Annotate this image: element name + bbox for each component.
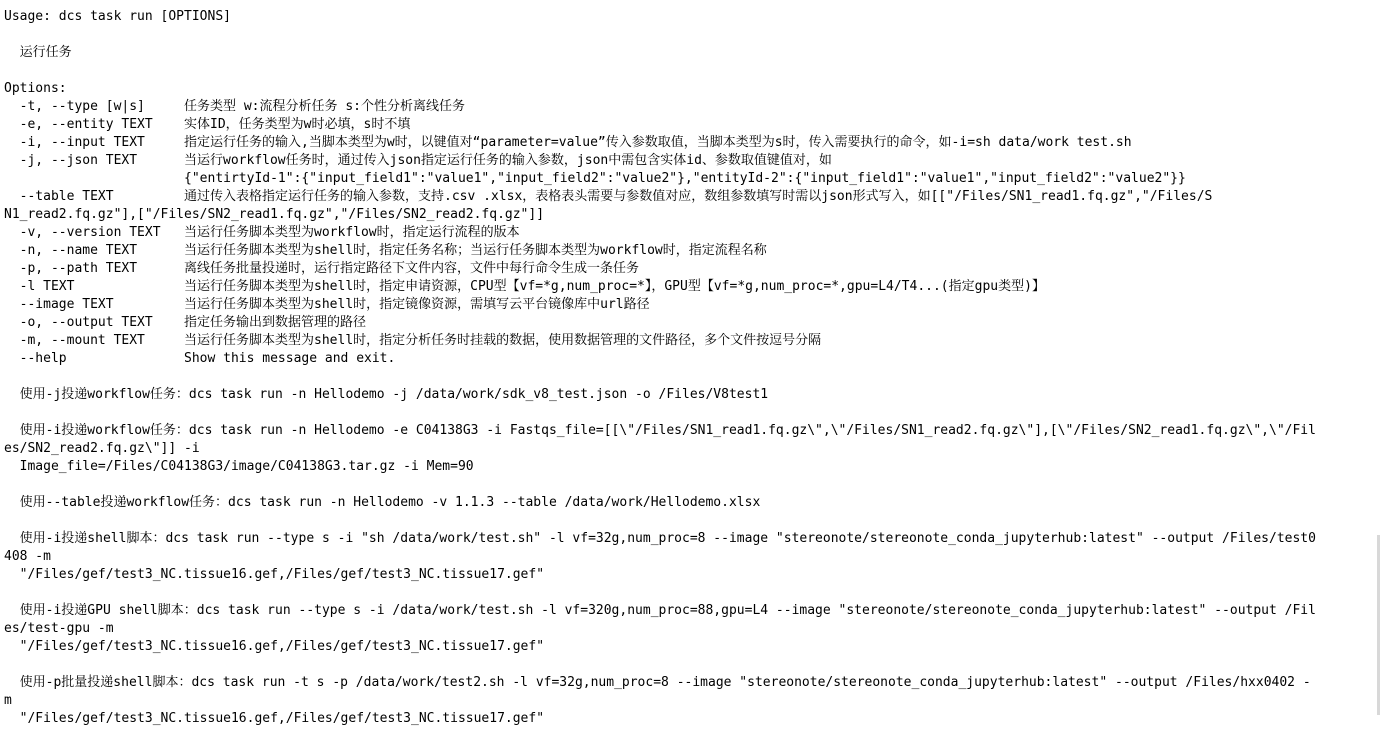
terminal-line: -i, --input TEXT 指定运行任务的输入,当脚本类型为w时，以键值对“parameter=value”传入参数取值，当脚本类型为s时，传入需要执行的命令，如-i=sh data/work test.sh [4, 135, 1132, 150]
terminal-line [4, 26, 1374, 44]
terminal-line [4, 404, 1374, 422]
terminal-line [4, 656, 1374, 674]
terminal-line: --table TEXT 通过传入表格指定运行任务的输入参数，支持.csv .xlsx，表格表头需要与参数值对应，数组参数填写时需以json形式写入，如[["/Files/SN1_read1.fq.gz","/Files/S [4, 189, 1213, 204]
terminal-line: -o, --output TEXT 指定任务输出到数据管理的路径 [4, 315, 367, 330]
terminal-line [4, 476, 1374, 494]
terminal-output [4, 8, 1374, 728]
terminal-line: 使用-i投递shell脚本：dcs task run --type s -i "sh /data/work/test.sh" -l vf=32g,num_proc=8 --image "stereonote/stereonote_conda_jupyterhub:latest" --output /Files/test0 [4, 531, 1316, 546]
terminal-line: 运行任务 [4, 45, 72, 60]
terminal-line: -v, --version TEXT 当运行任务脚本类型为workflow时，指定运行流程的版本 [4, 225, 520, 240]
terminal-line: 408 -m [4, 549, 51, 564]
terminal-line: -l TEXT 当运行任务脚本类型为shell时，指定申请资源，CPU型【vf=*g,num_proc=*】，GPU型【vf=*g,num_proc=*,gpu=L4/T4...(指定gpu类型)】 [4, 279, 1045, 294]
terminal-line: -m, --mount TEXT 当运行任务脚本类型为shell时，指定分析任务时挂载的数据，使用数据管理的文件路径，多个文件按逗号分隔 [4, 333, 822, 348]
terminal-line: 使用--table投递workflow任务：dcs task run -n Hellodemo -v 1.1.3 --table /data/work/Hellodemo.xlsx [4, 495, 761, 510]
terminal-line: -p, --path TEXT 离线任务批量投递时，运行指定路径下文件内容，文件中每行命令生成一条任务 [4, 261, 640, 276]
terminal-line: "/Files/gef/test3_NC.tissue16.gef,/Files/gef/test3_NC.tissue17.gef" [4, 711, 545, 726]
terminal-line: --help Show this message and exit. [4, 351, 396, 366]
terminal-line [4, 368, 1374, 386]
terminal-line: "/Files/gef/test3_NC.tissue16.gef,/Files/gef/test3_NC.tissue17.gef" [4, 567, 545, 582]
terminal-line: N1_read2.fq.gz"],["/Files/SN2_read1.fq.gz","/Files/SN2_read2.fq.gz"]] [4, 207, 545, 222]
terminal-line: "/Files/gef/test3_NC.tissue16.gef,/Files/gef/test3_NC.tissue17.gef" [4, 639, 545, 654]
terminal-line: {"entirtyId-1":{"input_field1":"value1","input_field2":"value2"},"entityId-2":{"input_field1":"value1","input_field2":"value2"}} [4, 171, 1186, 186]
terminal-line: --image TEXT 当运行任务脚本类型为shell时，指定镜像资源，需填写云平台镜像库中url路径 [4, 297, 650, 312]
terminal-line: es/SN2_read2.fq.gz\"]] -i [4, 441, 200, 456]
terminal-line: 使用-p批量投递shell脚本：dcs task run -t s -p /data/work/test2.sh -l vf=32g,num_proc=8 --image "stereonote/stereonote_conda_jupyterhub:latest" --output /Files/hxx0402 - [4, 675, 1311, 690]
terminal-line: Options: [4, 81, 67, 96]
terminal-line [4, 584, 1374, 602]
terminal-line: m [4, 693, 12, 708]
terminal-line: -n, --name TEXT 当运行任务脚本类型为shell时，指定任务名称；当运行任务脚本类型为workflow时，指定流程名称 [4, 243, 767, 258]
terminal-line: 使用-i投递workflow任务：dcs task run -n Hellodemo -e C04138G3 -i Fastqs_file=[[\"/Files/SN1_read1.fq.gz\",\"/Files/SN1_read2.fq.gz\"],[\"/Files/SN2_read1.fq.gz\",\"/Fil [4, 423, 1316, 438]
terminal-line: Image_file=/Files/C04138G3/image/C04138G3.tar.gz -i Mem=90 [4, 459, 474, 474]
terminal-line: -j, --json TEXT 当运行workflow任务时，通过传入json指定运行任务的输入参数，json中需包含实体id、参数取值键值对，如 [4, 153, 832, 168]
terminal-line: -e, --entity TEXT 实体ID，任务类型为w时必填，s时不填 [4, 117, 411, 132]
terminal-line: es/test-gpu -m [4, 621, 114, 636]
terminal-line [4, 62, 1374, 80]
terminal-line [4, 512, 1374, 530]
terminal-line: 使用-j投递workflow任务：dcs task run -n Hellodemo -j /data/work/sdk_v8_test.json -o /Files/V8test1 [4, 387, 769, 402]
terminal-line: Usage: dcs task run [OPTIONS] [4, 9, 231, 24]
terminal-line: -t, --type [w|s] 任务类型 w:流程分析任务 s:个性分析离线任务 [4, 99, 465, 114]
terminal-line: 使用-i投递GPU shell脚本：dcs task run --type s -i /data/work/test.sh -l vf=320g,num_proc=88,gpu=L4 --image "stereonote/stereonote_conda_jupyterhub:latest" --output /Fil [4, 603, 1316, 618]
